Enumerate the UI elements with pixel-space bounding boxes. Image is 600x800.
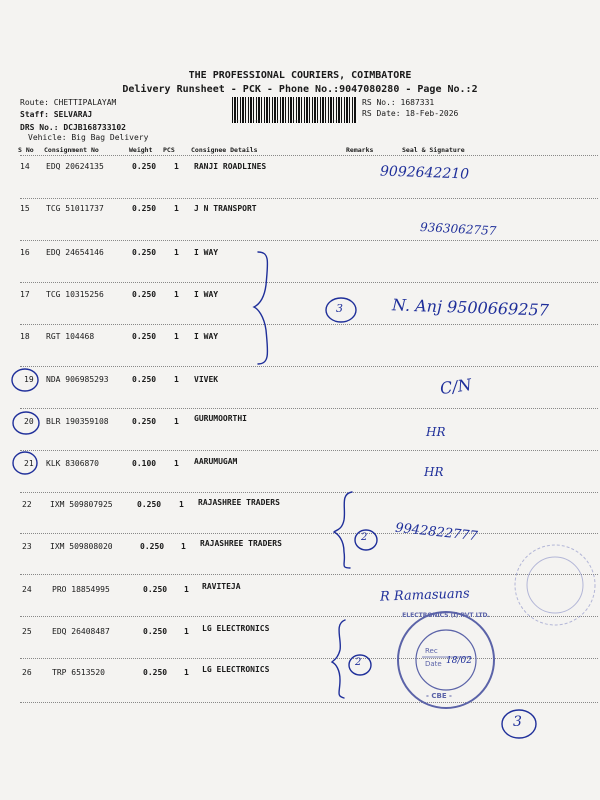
row-weight: 0.250 [132,162,157,171]
row-consignee: RAJASHREE TRADERS [198,498,280,507]
rs-number: RS No.: 1687331 [362,98,435,107]
col-pcs: PCS [163,146,175,154]
row-sno: 21 [24,459,34,468]
row-consignment: EDQ 26408487 [52,627,110,636]
row-consignee: I WAY [194,290,219,299]
row-pcs: 1 [184,668,189,677]
row-consignment: TCG 10315256 [46,290,104,299]
row-consignee: LG ELECTRONICS [202,665,270,674]
signature-row-15: 9363062757 [419,220,497,238]
circled-count-rajashree: 2 [361,532,368,543]
row-consignment: KLK 8306870 [46,459,99,468]
row-sno: 16 [20,248,30,257]
circle-20 [13,412,39,434]
row-weight: 0.250 [132,375,157,384]
circled-count-iway: 3 [336,302,343,315]
row-consignee: GURUMOORTHI [194,414,247,423]
drs-number: DRS No.: DCJB168733102 [20,123,126,132]
row-weight: 0.250 [143,668,168,677]
remark-row-21: HR [424,465,444,479]
staff-label: Staff: SELVARAJ [20,110,93,119]
remark-row-19: C/N [438,374,473,399]
row-weight: 0.250 [143,585,168,594]
row-pcs: 1 [174,204,179,213]
row-consignee: RAVITEJA [202,582,241,591]
vehicle-label: Vehicle: Big Bag Delivery [28,133,149,142]
row-consignment: PRO 18854995 [52,585,110,594]
row-weight: 0.250 [132,248,157,257]
seal-rec-label: Rec [425,647,438,655]
row-pcs: 1 [184,627,189,636]
row-sno: 18 [20,332,30,341]
row-sno: 19 [24,375,34,384]
row-consignment: EDQ 20624135 [46,162,104,171]
row-weight: 0.250 [143,627,168,636]
bracket-lg [332,620,345,698]
row-consignee: AARUMUGAM [194,457,238,466]
row-weight: 0.250 [132,290,157,299]
col-consignment: Consignment No [44,146,99,154]
col-weight: Weight [129,146,153,154]
row-weight: 0.250 [132,417,157,426]
col-consignee: Consignee Details [191,146,258,154]
row-weight: 0.250 [140,542,165,551]
row-consignment: IXM 509808020 [50,542,113,551]
row-consignment: BLR 190359108 [46,417,109,426]
row-sno: 24 [22,585,32,594]
row-sno: 26 [22,668,32,677]
row-pcs: 1 [174,332,179,341]
row-pcs: 1 [174,375,179,384]
row-sno: 23 [22,542,32,551]
bracket-rajashree [334,492,352,568]
remark-row-20: HR [426,425,446,439]
rs-date: RS Date: 18-Feb-2026 [362,109,459,118]
row-pcs: 1 [174,248,179,257]
row-pcs: 1 [184,585,189,594]
faint-stamp [515,545,595,625]
circled-total: 3 [513,714,522,730]
bracket-iway [254,252,268,364]
runsheet-title: Delivery Runsheet - PCK - Phone No.:9047080280 - Page No.:2 [122,84,478,95]
row-pcs: 1 [174,459,179,468]
seal-date-label: Date [425,660,442,668]
signature-row-14: 9092642210 [379,163,470,183]
col-seal-signature: Seal & Signature [402,146,465,154]
row-consignee: LG ELECTRONICS [202,624,270,633]
row-pcs: 1 [174,417,179,426]
row-consignee: I WAY [194,248,219,257]
row-sno: 25 [22,627,32,636]
row-consignment: RGT 104468 [46,332,95,341]
row-weight: 0.250 [132,332,157,341]
row-pcs: 1 [174,290,179,299]
row-consignee: J N TRANSPORT [194,204,257,213]
row-consignment: TRP 6513520 [52,668,105,677]
row-pcs: 1 [181,542,186,551]
row-pcs: 1 [179,500,184,509]
row-consignee: VIVEK [194,375,219,384]
row-consignee: RANJI ROADLINES [194,162,267,171]
row-weight: 0.250 [132,204,157,213]
signature-rajashree: 9942822777 [394,520,479,545]
row-consignment: TCG 51011737 [46,204,104,213]
row-sno: 15 [20,204,30,213]
row-sno: 22 [22,500,32,509]
seal-date-value: 18/02 [446,656,472,666]
row-weight: 0.100 [132,459,157,468]
circled-count-lg: 2 [355,657,362,668]
row-consignee: RAJASHREE TRADERS [200,539,282,548]
circle-21 [13,452,37,474]
col-remarks: Remarks [346,146,374,154]
row-consignment: IXM 509807925 [50,500,113,509]
row-pcs: 1 [174,162,179,171]
row-weight: 0.250 [137,500,162,509]
row-sno: 14 [20,162,30,171]
row-consignment: NDA 906985293 [46,375,109,384]
col-sno: S No [18,146,34,154]
signature-iway: N. Anj 9500669257 [391,295,550,320]
row-sno: 17 [20,290,30,299]
circle-19 [12,369,38,391]
company-name: THE PROFESSIONAL COURIERS, COIMBATORE [188,70,412,81]
seal-bottom-text: - CBE - [426,692,452,700]
row-sno: 20 [24,417,34,426]
route-label: Route: CHETTIPALAYAM [20,98,117,107]
row-consignment: EDQ 24654146 [46,248,104,257]
row-consignee: I WAY [194,332,219,341]
seal-ring-text: ELECTRONICS (I) PVT LTD. [402,612,490,619]
signature-row-24: R Ramasuans [379,586,470,605]
